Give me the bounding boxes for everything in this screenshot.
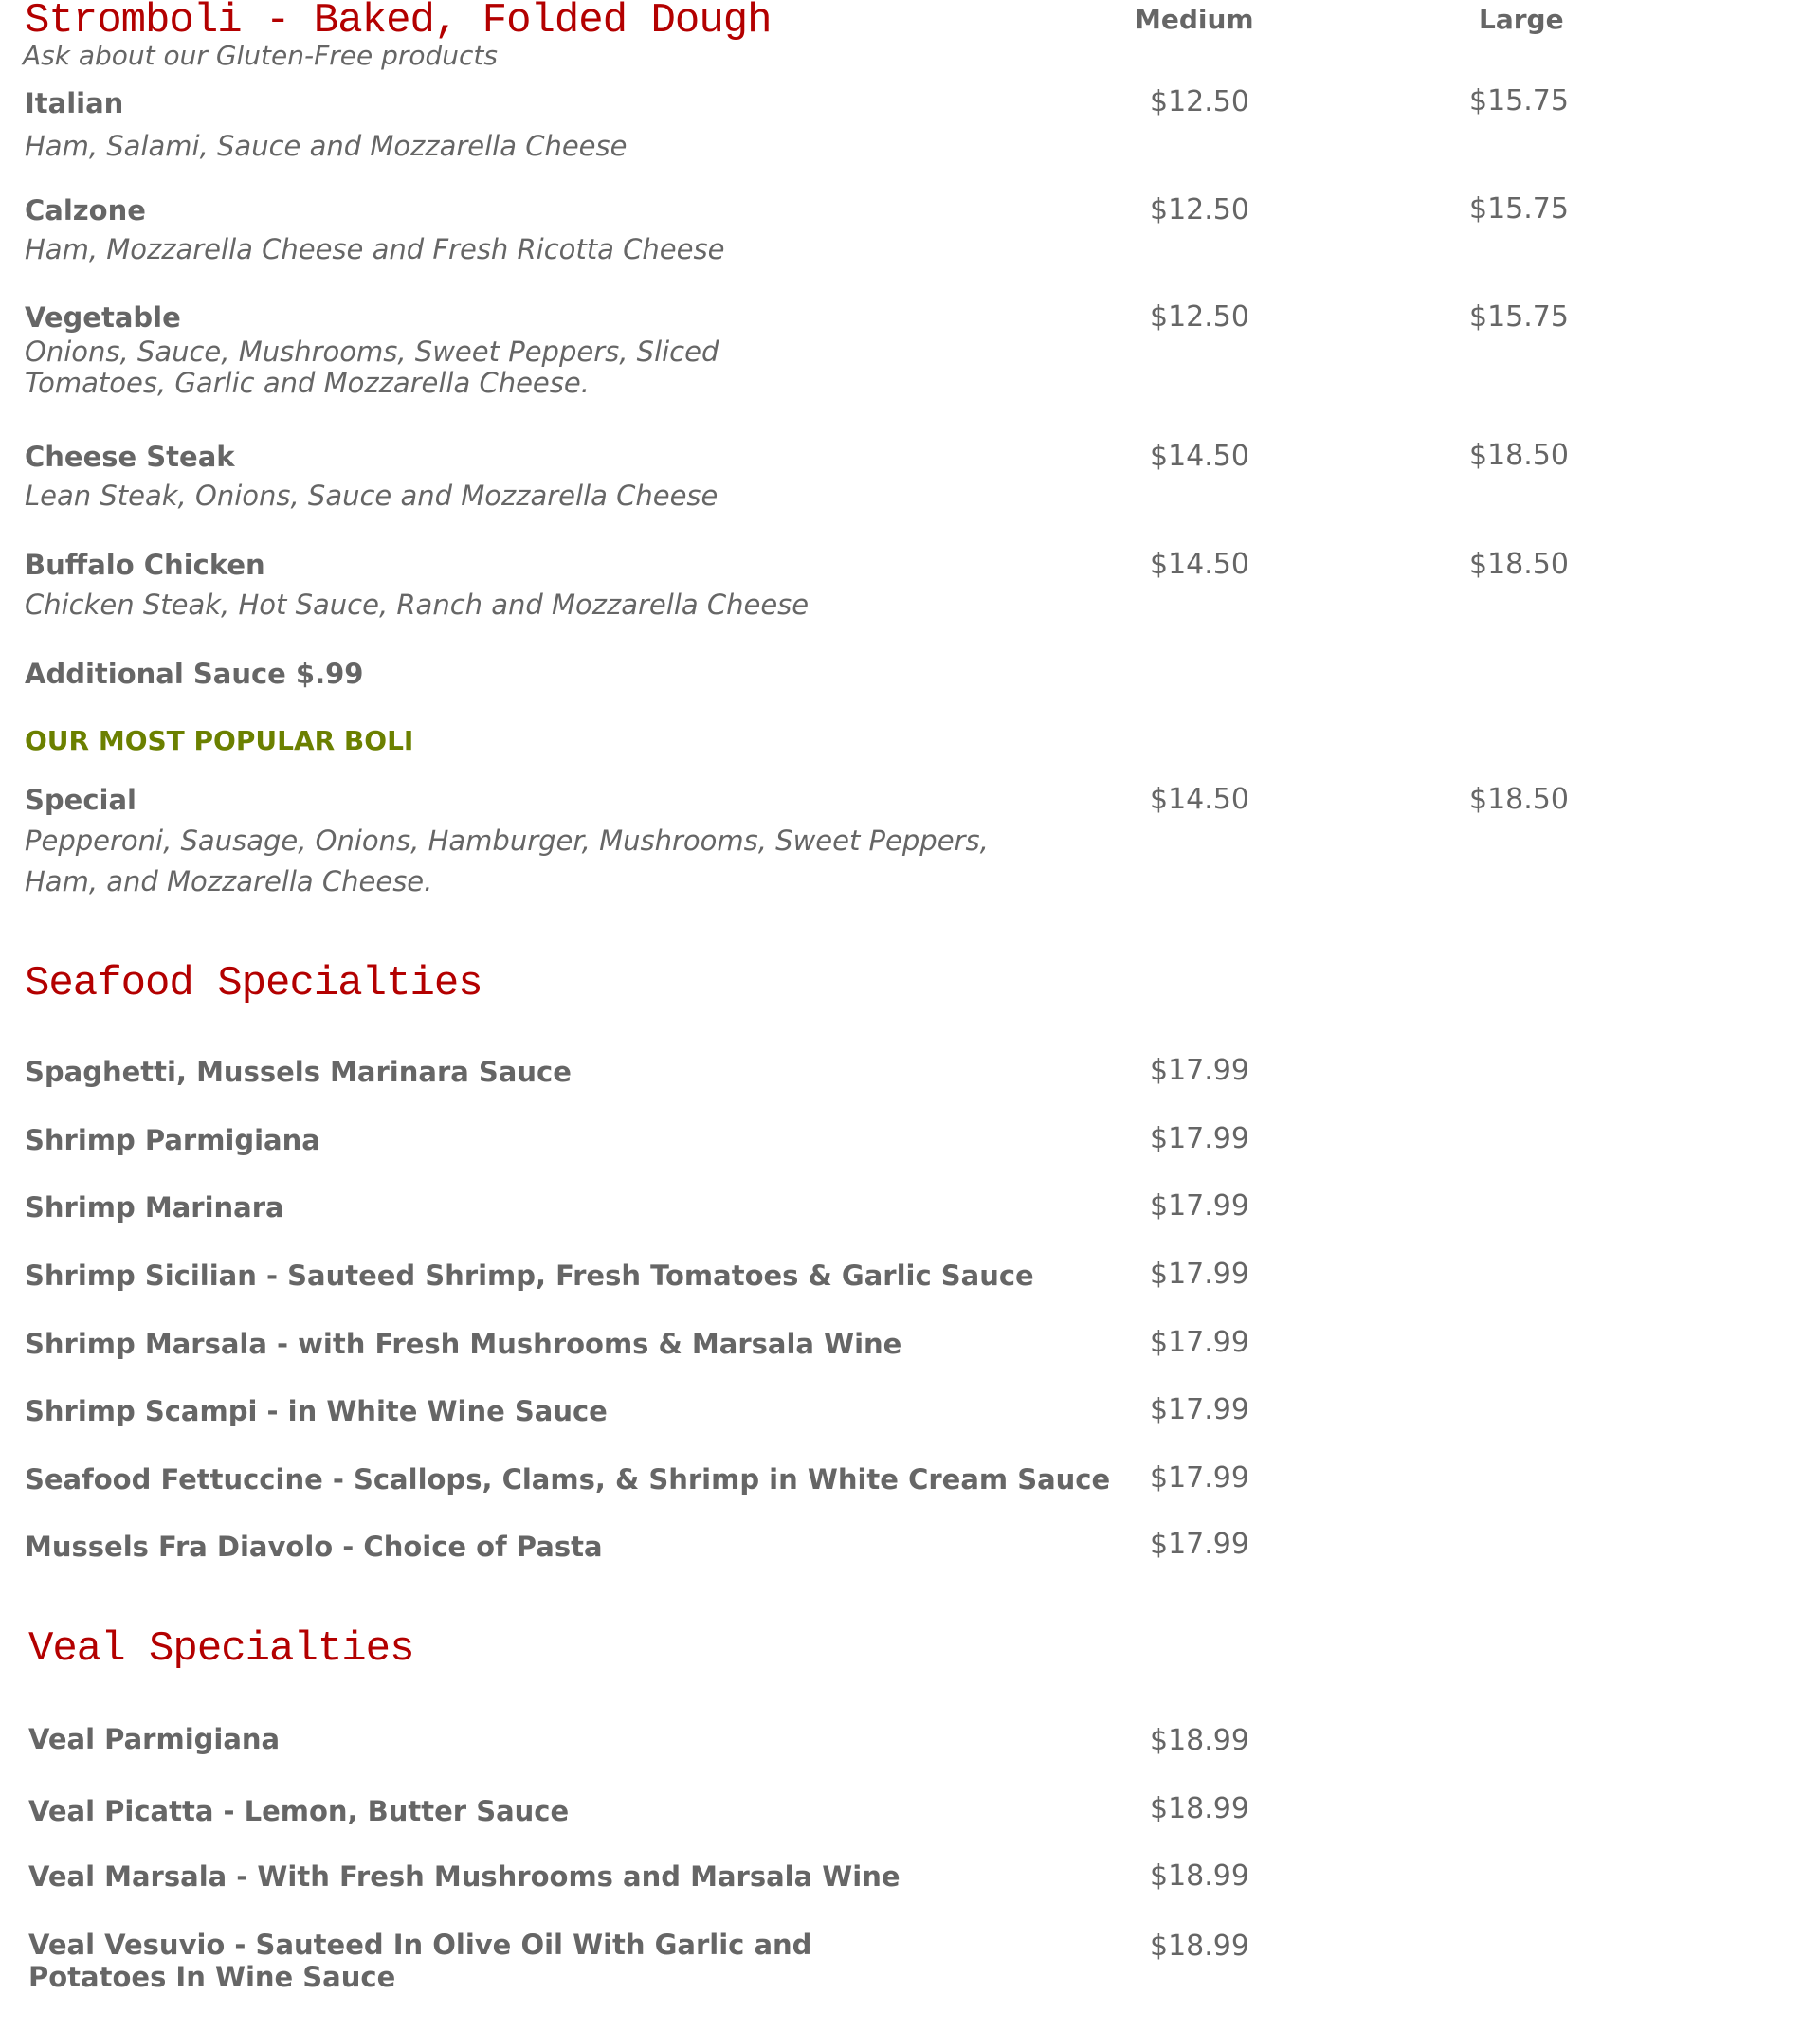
menu-item-name: Shrimp Marsala - with Fresh Mushrooms & Marsala Wine: [25, 1328, 902, 1360]
price: $18.99: [1150, 1930, 1249, 1963]
price-medium: $14.50: [1150, 783, 1249, 816]
description-line: Ham, and Mozzarella Cheese.: [25, 865, 433, 898]
price: $17.99: [1150, 1122, 1249, 1155]
menu-item-name: Cheese Steak: [25, 441, 235, 473]
column-header-large: Large: [1479, 4, 1564, 35]
menu-item-name: Veal Parmigiana: [28, 1723, 281, 1755]
price: $17.99: [1150, 1326, 1249, 1359]
price: $17.99: [1150, 1528, 1249, 1561]
menu-item-description: [25, 336, 719, 399]
veal-section-title: Veal Specialties: [28, 1625, 414, 1673]
menu-item-name: [28, 1929, 811, 1993]
price-large: $15.75: [1469, 192, 1569, 226]
menu-item-name: Shrimp Marinara: [25, 1191, 284, 1224]
menu-item-description: Chicken Steak, Hot Sauce, Ranch and Mozzarella Cheese: [25, 589, 810, 621]
price-large: $15.75: [1469, 300, 1569, 334]
name-line: Veal Vesuvio - Sauteed In Olive Oil With Garlic and: [28, 1929, 812, 1961]
column-header-medium: Medium: [1135, 4, 1254, 35]
menu-item-name: Buffalo Chicken: [25, 549, 265, 581]
price: $17.99: [1150, 1461, 1249, 1495]
menu-item-description: [25, 821, 989, 902]
menu-item-description: Ham, Salami, Sauce and Mozzarella Cheese: [25, 130, 628, 162]
price: $18.99: [1150, 1859, 1249, 1893]
description-line: Onions, Sauce, Mushrooms, Sweet Peppers, Sliced: [25, 335, 719, 368]
name-line: Potatoes In Wine Sauce: [28, 1961, 396, 1993]
menu-item-name: Italian: [25, 87, 124, 119]
price: $17.99: [1150, 1054, 1249, 1087]
menu-item-name: Calzone: [25, 194, 146, 227]
gluten-free-note: Ask about our Gluten-Free products: [23, 40, 498, 71]
price-large: $18.50: [1469, 439, 1569, 472]
price-large: $15.75: [1469, 84, 1569, 118]
price: $17.99: [1150, 1393, 1249, 1426]
price-medium: $12.50: [1150, 300, 1249, 334]
menu-item-name: Shrimp Parmigiana: [25, 1124, 320, 1156]
menu-item-name: Veal Picatta - Lemon, Butter Sauce: [28, 1795, 570, 1827]
price: $18.99: [1150, 1792, 1249, 1825]
price-large: $18.50: [1469, 783, 1569, 816]
stromboli-section-title: Stromboli - Baked, Folded Dough: [25, 0, 772, 45]
price-large: $18.50: [1469, 548, 1569, 581]
price: $17.99: [1150, 1258, 1249, 1291]
menu-item-name: Shrimp Scampi - in White Wine Sauce: [25, 1395, 608, 1427]
menu-item-name: Shrimp Sicilian - Sauteed Shrimp, Fresh Tomatoes & Garlic Sauce: [25, 1260, 1034, 1292]
menu-item-name: Mussels Fra Diavolo - Choice of Pasta: [25, 1531, 603, 1563]
price: $18.99: [1150, 1724, 1249, 1757]
price-medium: $14.50: [1150, 440, 1249, 473]
price-medium: $14.50: [1150, 548, 1249, 581]
menu-item-name: Spaghetti, Mussels Marinara Sauce: [25, 1056, 572, 1088]
additional-sauce-note: Additional Sauce $.99: [25, 658, 364, 690]
price-medium: $12.50: [1150, 193, 1249, 227]
menu-item-description: Ham, Mozzarella Cheese and Fresh Ricotta Cheese: [25, 233, 725, 265]
menu-item-name: Seafood Fettuccine - Scallops, Clams, & Shrimp in White Cream Sauce: [25, 1463, 1111, 1496]
menu-item-name: Veal Marsala - With Fresh Mushrooms and Marsala Wine: [28, 1860, 901, 1893]
price-medium: $12.50: [1150, 85, 1249, 118]
seafood-section-title: Seafood Specialties: [25, 960, 482, 1007]
menu-item-description: Lean Steak, Onions, Sauce and Mozzarella Cheese: [25, 480, 719, 512]
popular-boli-heading: OUR MOST POPULAR BOLI: [25, 725, 414, 756]
price: $17.99: [1150, 1189, 1249, 1223]
menu-item-name: Special: [25, 784, 136, 816]
description-line: Pepperoni, Sausage, Onions, Hamburger, Mushrooms, Sweet Peppers,: [25, 825, 989, 857]
menu-item-name: Vegetable: [25, 301, 181, 334]
description-line: Tomatoes, Garlic and Mozzarella Cheese.: [25, 367, 590, 399]
